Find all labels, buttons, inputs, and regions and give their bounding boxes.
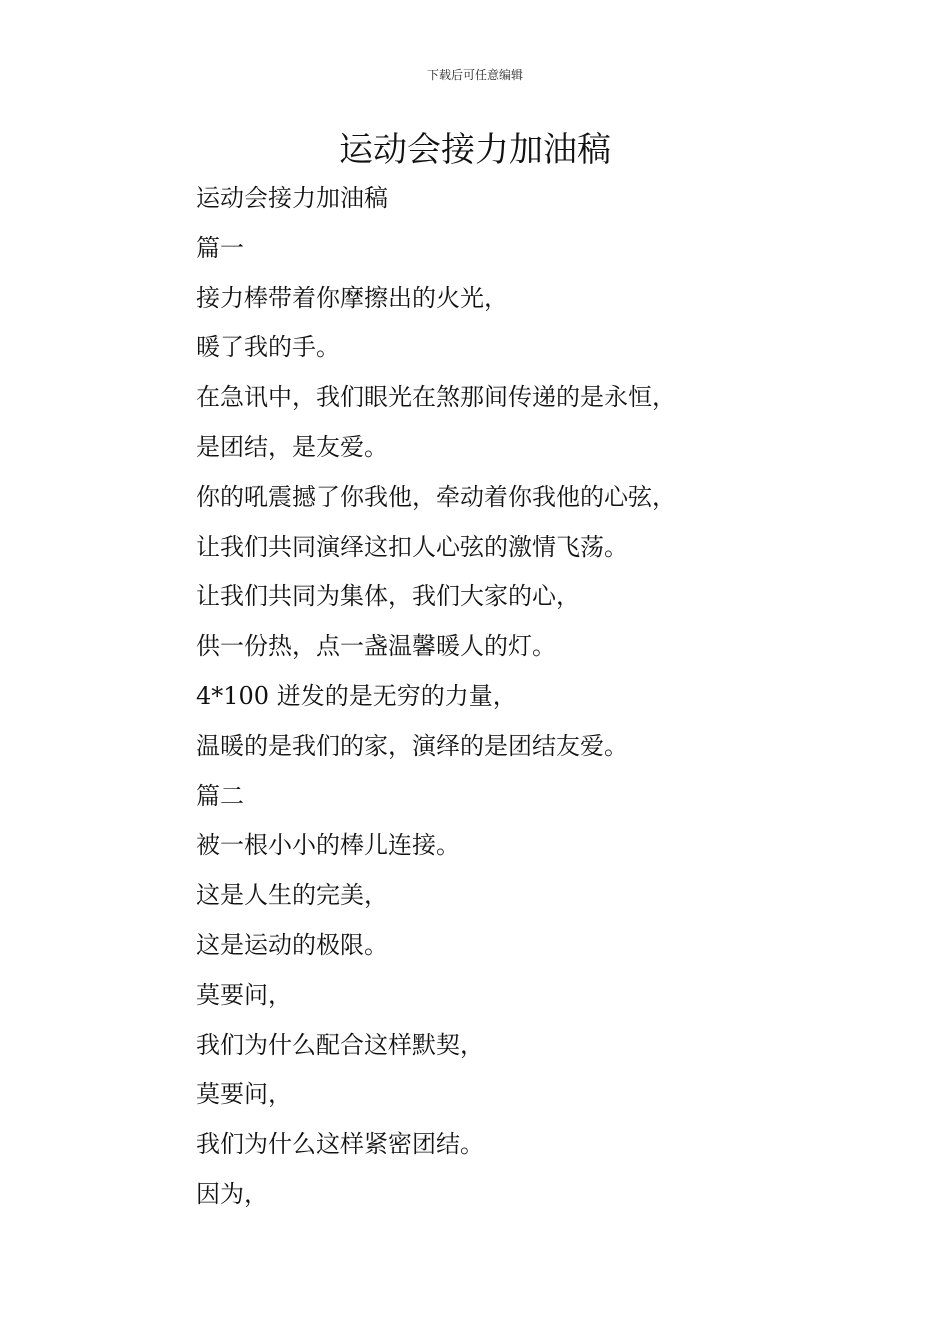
header-note: 下载后可任意编辑: [426, 68, 523, 82]
text-line: 被一根小小的棒儿连接。: [196, 831, 460, 860]
text-line: 接力棒带着你摩擦出的火光，: [196, 283, 508, 312]
text-line: 你的吼震撼了你我他，牵动着你我他的心弦，: [196, 482, 676, 511]
text-line: 在急讯中，我们眼光在煞那间传递的是永恒，: [196, 383, 676, 412]
text-line: 运动会接力加油稿: [196, 184, 388, 212]
body-text: [196, 174, 816, 1220]
text-line: 我们为什么配合这样默契，: [196, 1030, 484, 1059]
text-line: 莫要问，: [196, 1080, 292, 1109]
text-line: 我们为什么这样紧密团结。: [196, 1130, 484, 1159]
text-line: 暖了我的手。: [196, 333, 340, 362]
text-line: 供一份热，点一盏温馨暖人的灯。: [196, 632, 556, 661]
text-line: 莫要问，: [196, 980, 292, 1009]
text-line: 让我们共同演绎这扣人心弦的激情飞荡。: [196, 532, 628, 561]
text-line: 温暖的是我们的家，演绎的是团结友爱。: [196, 731, 628, 760]
text-line: 让我们共同为集体，我们大家的心，: [196, 582, 580, 611]
text-line: 这是人生的完美，: [196, 881, 388, 910]
text-line: 4*100 迸发的是无穷的力量，: [196, 681, 517, 710]
section-heading: 篇一: [196, 233, 244, 262]
section-heading: 篇二: [196, 781, 244, 810]
text-line: 是团结，是友爱。: [196, 432, 388, 461]
document-title: 运动会接力加油稿: [339, 130, 611, 170]
text-line: 这是运动的极限。: [196, 930, 388, 959]
text-line: 因为，: [196, 1179, 268, 1208]
